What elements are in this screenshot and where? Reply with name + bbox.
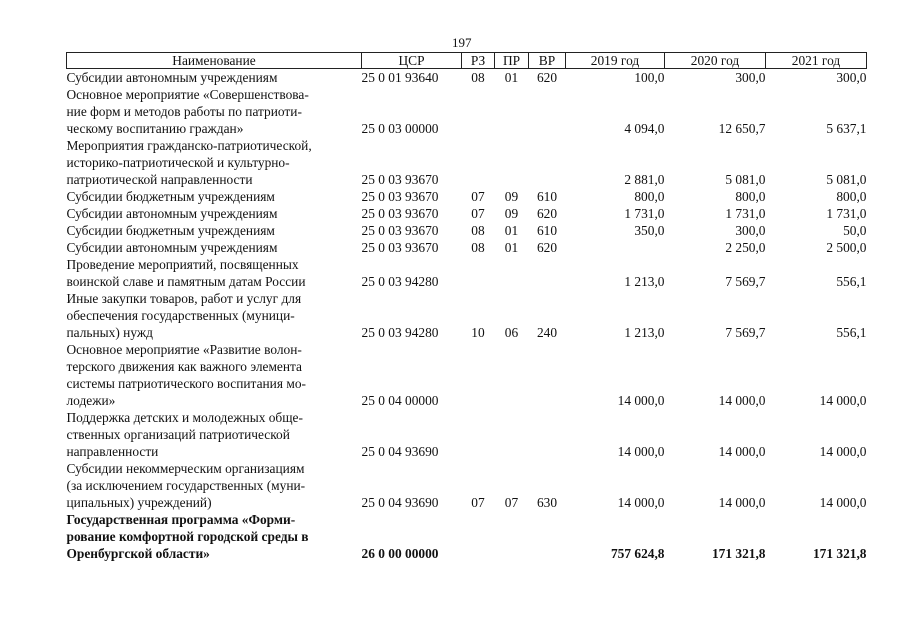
cell-name-line: воинской славе и памятным датам России bbox=[66, 274, 306, 289]
cell-name-line: рование комфортной городской среды в bbox=[66, 529, 309, 544]
page-number: 197 bbox=[452, 35, 472, 50]
cell-name bbox=[67, 290, 362, 341]
cell-pr bbox=[495, 86, 529, 137]
cell-name-line: системы патриотического воспитания мо- bbox=[66, 376, 306, 391]
header-vr: ВР bbox=[529, 53, 566, 69]
cell-vr: 610 bbox=[536, 189, 558, 204]
table-row bbox=[67, 511, 867, 562]
cell-rz bbox=[462, 256, 495, 290]
cell-2020: 14 000,0 bbox=[718, 393, 766, 408]
cell-pr: 06 bbox=[504, 325, 519, 340]
cell-csr: 25 0 03 93670 bbox=[361, 240, 439, 255]
cell-rz: 07 bbox=[471, 495, 485, 510]
cell-2020: 14 000,0 bbox=[718, 495, 766, 510]
cell-name-line: Субсидии бюджетным учреждениям bbox=[66, 189, 275, 204]
cell-name-line: ние форм и методов работы по патриоти- bbox=[66, 104, 302, 119]
cell-name-line: Государственная программа «Форми- bbox=[66, 512, 296, 527]
cell-csr: 25 0 03 93670 bbox=[361, 189, 439, 204]
cell-rz: 10 bbox=[471, 325, 485, 340]
cell-name-line: (за исключением государственных (муни- bbox=[66, 478, 306, 493]
table-row bbox=[67, 137, 867, 188]
cell-csr: 25 0 03 94280 bbox=[361, 274, 439, 289]
cell-vr bbox=[529, 137, 566, 188]
cell-csr: 25 0 04 93690 bbox=[361, 495, 439, 510]
cell-name bbox=[67, 409, 362, 460]
header-2019: 2019 год bbox=[566, 53, 665, 69]
cell-csr: 25 0 03 93670 bbox=[361, 206, 439, 221]
cell-pr: 01 bbox=[504, 223, 519, 238]
cell-name bbox=[67, 256, 362, 290]
cell-name-line: направленности bbox=[66, 444, 159, 459]
cell-2019: 1 213,0 bbox=[624, 274, 665, 289]
cell-pr bbox=[495, 341, 529, 409]
cell-rz: 08 bbox=[471, 70, 485, 85]
cell-rz bbox=[462, 86, 495, 137]
cell-vr: 620 bbox=[536, 240, 558, 255]
cell-name bbox=[67, 205, 362, 222]
cell-name bbox=[67, 239, 362, 256]
cell-2021: 50,0 bbox=[843, 223, 867, 238]
table-row bbox=[67, 188, 867, 205]
table-row bbox=[67, 69, 867, 87]
cell-2021: 556,1 bbox=[836, 274, 867, 289]
cell-2019 bbox=[566, 239, 665, 256]
cell-2019: 350,0 bbox=[634, 223, 665, 238]
cell-pr bbox=[495, 137, 529, 188]
cell-csr: 25 0 03 94280 bbox=[361, 325, 439, 340]
cell-csr: 25 0 04 93690 bbox=[361, 444, 439, 459]
cell-rz bbox=[462, 409, 495, 460]
cell-name bbox=[67, 460, 362, 511]
header-2021: 2021 год bbox=[766, 53, 867, 69]
cell-2019: 14 000,0 bbox=[617, 393, 665, 408]
cell-vr bbox=[529, 256, 566, 290]
cell-2021: 14 000,0 bbox=[819, 444, 867, 459]
cell-pr bbox=[495, 511, 529, 562]
cell-2020: 1 731,0 bbox=[725, 206, 766, 221]
cell-pr: 01 bbox=[504, 240, 519, 255]
cell-name bbox=[67, 511, 362, 562]
cell-2020: 2 250,0 bbox=[725, 240, 766, 255]
cell-vr bbox=[529, 409, 566, 460]
budget-table bbox=[66, 52, 867, 562]
cell-2021: 300,0 bbox=[836, 70, 867, 85]
cell-2021: 5 081,0 bbox=[826, 172, 867, 187]
cell-pr bbox=[495, 409, 529, 460]
cell-vr: 610 bbox=[536, 223, 558, 238]
cell-name-line: Основное мероприятие «Совершенствова- bbox=[66, 87, 309, 102]
cell-rz: 08 bbox=[471, 240, 485, 255]
cell-csr: 25 0 03 93670 bbox=[361, 223, 439, 238]
header-csr: ЦСР bbox=[362, 53, 462, 69]
cell-2019: 14 000,0 bbox=[617, 495, 665, 510]
cell-name-line: Субсидии автономным учреждениям bbox=[66, 240, 278, 255]
cell-2021: 2 500,0 bbox=[826, 240, 867, 255]
cell-2020: 171 321,8 bbox=[711, 546, 766, 561]
table-body bbox=[67, 69, 867, 563]
cell-name bbox=[67, 341, 362, 409]
cell-pr: 07 bbox=[504, 495, 519, 510]
cell-2019: 1 731,0 bbox=[624, 206, 665, 221]
cell-rz bbox=[462, 137, 495, 188]
cell-2019: 1 213,0 bbox=[624, 325, 665, 340]
table-row bbox=[67, 341, 867, 409]
cell-2019: 100,0 bbox=[634, 70, 665, 85]
cell-name-line: Мероприятия гражданско-патриотической, bbox=[66, 138, 312, 153]
cell-name-line: патриотической направленности bbox=[66, 172, 253, 187]
table-header bbox=[67, 53, 867, 69]
table-row bbox=[67, 290, 867, 341]
cell-2019: 757 624,8 bbox=[610, 546, 665, 561]
cell-2020: 12 650,7 bbox=[718, 121, 766, 136]
cell-csr: 25 0 03 00000 bbox=[361, 121, 439, 136]
cell-2020: 14 000,0 bbox=[718, 444, 766, 459]
cell-csr: 25 0 01 93640 bbox=[361, 70, 439, 85]
cell-name-line: Иные закупки товаров, работ и услуг для bbox=[66, 291, 302, 306]
cell-csr: 26 0 00 00000 bbox=[361, 546, 439, 561]
cell-name bbox=[67, 188, 362, 205]
cell-pr bbox=[495, 256, 529, 290]
table-row bbox=[67, 222, 867, 239]
cell-name-line: обеспечения государственных (муници- bbox=[66, 308, 295, 323]
cell-2020: 300,0 bbox=[735, 70, 766, 85]
cell-name-line: Проведение мероприятий, посвященных bbox=[66, 257, 299, 272]
cell-2020: 7 569,7 bbox=[725, 325, 766, 340]
cell-2020: 300,0 bbox=[735, 223, 766, 238]
cell-pr: 09 bbox=[504, 206, 519, 221]
cell-csr: 25 0 04 00000 bbox=[361, 393, 439, 408]
cell-name-line: ственных организаций патриотической bbox=[66, 427, 290, 442]
cell-vr bbox=[529, 341, 566, 409]
cell-2019: 800,0 bbox=[634, 189, 665, 204]
cell-2019: 2 881,0 bbox=[624, 172, 665, 187]
table-row bbox=[67, 239, 867, 256]
cell-name-line: Субсидии некоммерческим организациям bbox=[66, 461, 305, 476]
cell-2020: 5 081,0 bbox=[725, 172, 766, 187]
header-rz: РЗ bbox=[462, 53, 495, 69]
cell-2021: 800,0 bbox=[836, 189, 867, 204]
cell-rz: 08 bbox=[471, 223, 485, 238]
cell-2021: 556,1 bbox=[836, 325, 867, 340]
cell-pr: 01 bbox=[504, 70, 519, 85]
cell-pr: 09 bbox=[504, 189, 519, 204]
header-2020: 2020 год bbox=[665, 53, 766, 69]
cell-name-line: пальных) нужд bbox=[66, 325, 153, 340]
cell-2021: 14 000,0 bbox=[819, 495, 867, 510]
cell-name-line: Поддержка детских и молодежных обще- bbox=[66, 410, 303, 425]
cell-name-line: Субсидии автономным учреждениям bbox=[66, 70, 278, 85]
cell-name-line: Основное мероприятие «Развитие волон- bbox=[66, 342, 302, 357]
cell-csr: 25 0 03 93670 bbox=[361, 172, 439, 187]
cell-name-line: Субсидии бюджетным учреждениям bbox=[66, 223, 275, 238]
header-pr: ПР bbox=[495, 53, 529, 69]
cell-2019: 14 000,0 bbox=[617, 444, 665, 459]
cell-2021: 5 637,1 bbox=[826, 121, 867, 136]
cell-2019: 4 094,0 bbox=[624, 121, 665, 136]
cell-name-line: терского движения как важного элемента bbox=[66, 359, 302, 374]
table-row bbox=[67, 409, 867, 460]
table-row bbox=[67, 86, 867, 137]
cell-rz bbox=[462, 511, 495, 562]
cell-2021: 1 731,0 bbox=[826, 206, 867, 221]
cell-name bbox=[67, 86, 362, 137]
cell-rz: 07 bbox=[471, 206, 485, 221]
cell-name-line: ческому воспитанию граждан» bbox=[66, 121, 244, 136]
cell-name-line: историко-патриотической и культурно- bbox=[66, 155, 290, 170]
cell-vr: 620 bbox=[536, 70, 558, 85]
table-row bbox=[67, 256, 867, 290]
cell-name-line: Субсидии автономным учреждениям bbox=[66, 206, 278, 221]
cell-name-line: ципальных) учреждений) bbox=[66, 495, 212, 510]
cell-rz: 07 bbox=[471, 189, 485, 204]
cell-vr: 630 bbox=[536, 495, 558, 510]
cell-2020: 7 569,7 bbox=[725, 274, 766, 289]
header-name: Наименование bbox=[67, 53, 362, 69]
cell-name bbox=[67, 69, 362, 87]
cell-2020: 800,0 bbox=[735, 189, 766, 204]
cell-vr bbox=[529, 511, 566, 562]
table-row bbox=[67, 460, 867, 511]
cell-name-line: лодежи» bbox=[66, 393, 116, 408]
cell-vr: 620 bbox=[536, 206, 558, 221]
cell-rz bbox=[462, 341, 495, 409]
cell-name-line: Оренбургской области» bbox=[66, 546, 210, 561]
cell-vr: 240 bbox=[536, 325, 558, 340]
cell-2021: 14 000,0 bbox=[819, 393, 867, 408]
table-row bbox=[67, 205, 867, 222]
cell-name bbox=[67, 137, 362, 188]
cell-vr bbox=[529, 86, 566, 137]
cell-name bbox=[67, 222, 362, 239]
cell-2021: 171 321,8 bbox=[812, 546, 867, 561]
